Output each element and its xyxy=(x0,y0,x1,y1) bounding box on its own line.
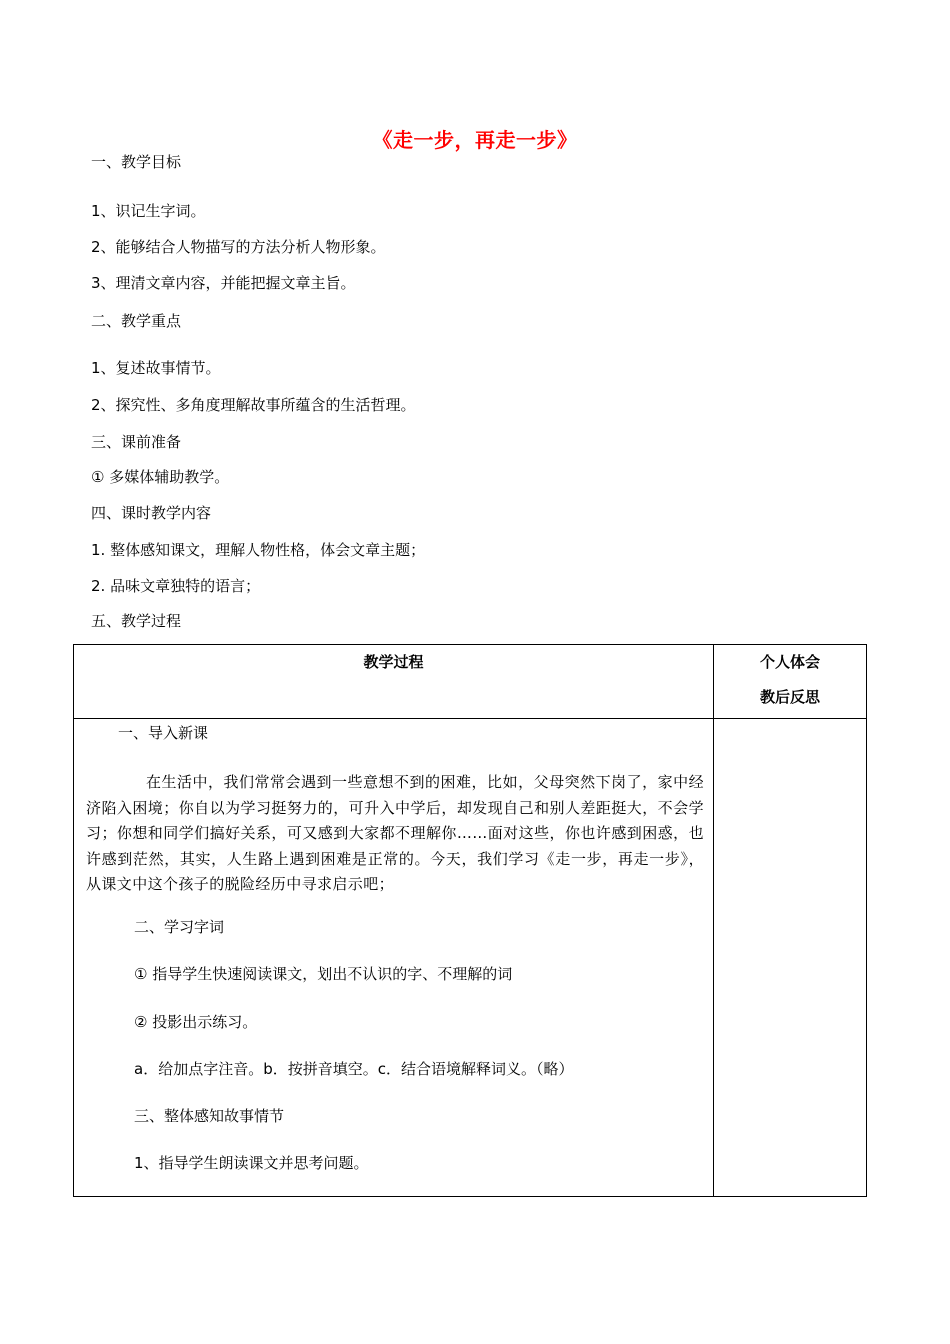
focus-heading: 二、教学重点 xyxy=(91,312,182,330)
prep-heading: 三、课前准备 xyxy=(91,433,182,451)
story-heading: 三、整体感知故事情节 xyxy=(134,1107,285,1125)
table-header-process: 教学过程 xyxy=(363,653,424,671)
content-heading: 四、课时教学内容 xyxy=(91,504,212,522)
intro-paragraph: 在生活中，我们常常会遇到一些意想不到的困难，比如，父母突然下岗了，家中经济陷入困境；你自以为学习挺努力的，可升入中学后，却发现自己和别人差距挺大，不会学习；你想和同学们搞好关系，可又感到大家都不理解你……面对这些，你也许感到困惑，也许感到茫然，其实，人生路上遇到困难是正常的。今天，我们学习《走一步，再走一步》，从课文中这个孩子的脱险经历中寻求启示吧； xyxy=(86,773,704,893)
words-step: ② 投影出示练习。 xyxy=(134,1013,258,1031)
story-step: 1、指导学生朗读课文并思考问题。 xyxy=(134,1154,369,1172)
content-item: 2. 品味文章独特的语言； xyxy=(91,577,261,595)
focus-item: 1、复述故事情节。 xyxy=(91,359,221,377)
focus-item: 2、探究性、多角度理解故事所蕴含的生活哲理。 xyxy=(91,396,416,414)
document-title: 《走一步，再走一步》 xyxy=(372,128,578,152)
goal-item: 1、识记生字词。 xyxy=(91,202,206,220)
table-header-divider xyxy=(74,718,866,719)
intro-heading: 一、导入新课 xyxy=(118,724,209,742)
goals-heading: 一、教学目标 xyxy=(91,153,182,171)
teaching-process-table xyxy=(73,644,867,1197)
goal-item: 2、能够结合人物描写的方法分析人物形象。 xyxy=(91,238,386,256)
words-exercises: a．给加点字注音。b．按拼音填空。c．结合语境解释词义。（略） xyxy=(134,1060,574,1078)
table-header-reflection: 教后反思 xyxy=(759,688,820,706)
goal-item: 3、理清文章内容，并能把握文章主旨。 xyxy=(91,274,356,292)
prep-item: ① 多媒体辅助教学。 xyxy=(91,468,230,486)
words-heading: 二、学习字词 xyxy=(134,918,225,936)
process-heading: 五、教学过程 xyxy=(91,612,182,630)
table-header-personal-experience: 个人体会 xyxy=(759,653,820,671)
table-column-divider xyxy=(713,645,714,1196)
words-step: ① 指导学生快速阅读课文，划出不认识的字、不理解的词 xyxy=(134,965,513,983)
content-item: 1. 整体感知课文，理解人物性格，体会文章主题； xyxy=(91,541,426,559)
